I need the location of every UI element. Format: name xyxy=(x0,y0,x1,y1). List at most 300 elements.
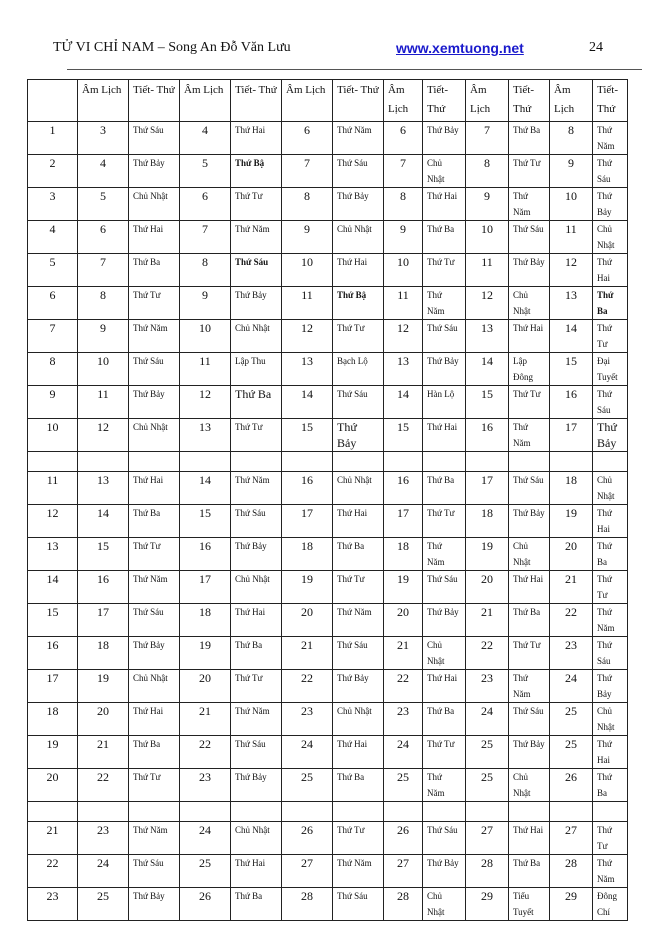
lunar-date-cell: 23 xyxy=(466,670,509,703)
lunar-date-cell: 22 xyxy=(180,736,231,769)
lunar-date-cell: 25 xyxy=(466,736,509,769)
weekday-term-cell: Thứ Sáu xyxy=(333,888,384,921)
lunar-date-cell: 14 xyxy=(384,386,423,419)
lunar-date-cell: 18 xyxy=(78,637,129,670)
lunar-date-cell: 9 xyxy=(282,221,333,254)
lunar-date-cell: 18 xyxy=(550,472,593,505)
lunar-date-cell: 11 xyxy=(78,386,129,419)
day-number-cell: 22 xyxy=(28,855,78,888)
weekday-term-cell: Chủ Nhật xyxy=(593,472,628,505)
weekday-term-cell: Thứ Năm xyxy=(509,188,550,221)
lunar-date-cell: 11 xyxy=(384,287,423,320)
lunar-date-cell: 24 xyxy=(282,736,333,769)
column-header: Âm Lịch xyxy=(384,80,423,122)
lunar-date-cell: 18 xyxy=(282,538,333,571)
weekday-term-cell: Thứ Bảy xyxy=(423,855,466,888)
weekday-term-cell: Thứ Bảy xyxy=(509,505,550,538)
weekday-term-cell: Thứ Tư xyxy=(231,670,282,703)
weekday-term-cell: Thứ Tư xyxy=(593,571,628,604)
weekday-term-cell: Thứ Ba xyxy=(129,736,180,769)
weekday-term-cell: Thứ Năm xyxy=(333,855,384,888)
lunar-date-cell: 21 xyxy=(282,637,333,670)
table-row xyxy=(28,320,628,353)
weekday-term-cell: Thứ Bảy xyxy=(231,538,282,571)
lunar-date-cell: 9 xyxy=(384,221,423,254)
lunar-date-cell: 11 xyxy=(282,287,333,320)
lunar-date-cell: 8 xyxy=(384,188,423,221)
weekday-term-cell: Thứ Sáu xyxy=(129,604,180,637)
weekday-term-cell: Thứ Bảy xyxy=(593,188,628,221)
lunar-date-cell: 27 xyxy=(466,822,509,855)
lunar-date-cell: 12 xyxy=(384,320,423,353)
lunar-date-cell: 19 xyxy=(78,670,129,703)
lunar-date-cell: 15 xyxy=(466,386,509,419)
lunar-date-cell: 27 xyxy=(550,822,593,855)
weekday-term-cell: Thứ Ba xyxy=(231,637,282,670)
table-row xyxy=(28,855,628,888)
weekday-term-cell xyxy=(333,452,384,472)
lunar-date-cell: 26 xyxy=(384,822,423,855)
weekday-term-cell xyxy=(231,802,282,822)
lunar-date-cell: 25 xyxy=(180,855,231,888)
lunar-date-cell xyxy=(466,802,509,822)
lunar-date-cell: 13 xyxy=(180,419,231,452)
column-header: Âm Lịch xyxy=(550,80,593,122)
weekday-term-cell: Thứ Bảy xyxy=(593,419,628,452)
weekday-term-cell: Thứ Ba xyxy=(423,703,466,736)
weekday-term-cell: Thứ Hai xyxy=(423,670,466,703)
lunar-date-cell: 16 xyxy=(466,419,509,452)
weekday-term-cell: Thứ Năm xyxy=(593,855,628,888)
weekday-term-cell: Thứ Tư xyxy=(129,287,180,320)
day-number-cell: 14 xyxy=(28,571,78,604)
lunar-date-cell: 9 xyxy=(180,287,231,320)
weekday-term-cell xyxy=(333,802,384,822)
lunar-date-cell: 28 xyxy=(384,888,423,921)
weekday-term-cell: Thứ Hai xyxy=(129,472,180,505)
lunar-date-cell: 16 xyxy=(282,472,333,505)
lunar-date-cell: 23 xyxy=(180,769,231,802)
day-number-cell: 8 xyxy=(28,353,78,386)
lunar-date-cell: 9 xyxy=(466,188,509,221)
weekday-term-cell xyxy=(509,452,550,472)
lunar-date-cell xyxy=(78,802,129,822)
weekday-term-cell: Thứ Sáu xyxy=(333,155,384,188)
weekday-term-cell: Thứ Năm xyxy=(231,221,282,254)
lunar-date-cell: 21 xyxy=(466,604,509,637)
weekday-term-cell: Chủ Nhật xyxy=(593,703,628,736)
lunar-date-cell xyxy=(550,452,593,472)
lunar-date-cell: 17 xyxy=(78,604,129,637)
weekday-term-cell: Thứ Hai xyxy=(509,822,550,855)
weekday-term-cell xyxy=(129,802,180,822)
lunar-date-cell: 16 xyxy=(550,386,593,419)
weekday-term-cell: Đại Tuyết xyxy=(593,353,628,386)
weekday-term-cell: Thứ Sáu xyxy=(231,736,282,769)
lunar-date-cell: 15 xyxy=(180,505,231,538)
lunar-date-cell: 7 xyxy=(180,221,231,254)
weekday-term-cell: Thứ Sáu xyxy=(333,637,384,670)
lunar-date-cell: 17 xyxy=(550,419,593,452)
weekday-term-cell: Thứ Ba xyxy=(333,769,384,802)
column-header: Tiết- Thứ xyxy=(423,80,466,122)
lunar-date-cell: 25 xyxy=(78,888,129,921)
weekday-term-cell: Thứ Hai xyxy=(593,254,628,287)
table-row xyxy=(28,571,628,604)
lunar-date-cell: 20 xyxy=(550,538,593,571)
lunar-date-cell: 8 xyxy=(180,254,231,287)
lunar-date-cell: 13 xyxy=(384,353,423,386)
weekday-term-cell: Chủ Nhật xyxy=(231,822,282,855)
lunar-date-cell: 28 xyxy=(550,855,593,888)
day-number-cell: 11 xyxy=(28,472,78,505)
weekday-term-cell: Thứ Tư xyxy=(509,637,550,670)
lunar-date-cell: 15 xyxy=(384,419,423,452)
weekday-term-cell: Thứ Tư xyxy=(423,254,466,287)
column-header: Tiết- Thứ xyxy=(129,80,180,122)
lunar-date-cell: 20 xyxy=(282,604,333,637)
lunar-date-cell: 17 xyxy=(180,571,231,604)
weekday-term-cell: Thứ Hai xyxy=(129,703,180,736)
weekday-term-cell: Thứ Hai xyxy=(423,188,466,221)
weekday-term-cell: Tiểu Tuyết xyxy=(509,888,550,921)
lunar-date-cell: 23 xyxy=(550,637,593,670)
weekday-term-cell: Thứ Ba xyxy=(593,287,628,320)
lunar-date-cell: 15 xyxy=(282,419,333,452)
lunar-date-cell: 25 xyxy=(466,769,509,802)
lunar-date-cell: 13 xyxy=(466,320,509,353)
lunar-date-cell: 12 xyxy=(78,419,129,452)
weekday-term-cell: Thứ Tư xyxy=(333,822,384,855)
lunar-date-cell: 27 xyxy=(384,855,423,888)
lunar-date-cell: 6 xyxy=(180,188,231,221)
lunar-date-cell: 23 xyxy=(282,703,333,736)
weekday-term-cell: Thứ Bảy xyxy=(509,254,550,287)
weekday-term-cell xyxy=(593,802,628,822)
lunar-date-cell: 22 xyxy=(550,604,593,637)
day-number-cell: 7 xyxy=(28,320,78,353)
weekday-term-cell: Thứ Bảy xyxy=(333,188,384,221)
weekday-term-cell: Thứ Ba xyxy=(509,604,550,637)
weekday-term-cell: Chủ Nhật xyxy=(333,703,384,736)
weekday-term-cell: Thứ Tư xyxy=(231,188,282,221)
weekday-term-cell: Thứ Tư xyxy=(129,538,180,571)
lunar-date-cell xyxy=(282,452,333,472)
weekday-term-cell: Thứ Tư xyxy=(129,769,180,802)
lunar-date-cell: 22 xyxy=(78,769,129,802)
lunar-date-cell: 18 xyxy=(384,538,423,571)
lunar-date-cell: 24 xyxy=(180,822,231,855)
lunar-calendar-table xyxy=(27,79,628,921)
lunar-date-cell xyxy=(466,452,509,472)
weekday-term-cell: Thứ Tư xyxy=(509,386,550,419)
spacer-row xyxy=(28,452,628,472)
weekday-term-cell: Thứ Sáu xyxy=(231,254,282,287)
lunar-date-cell: 11 xyxy=(180,353,231,386)
lunar-date-cell: 17 xyxy=(282,505,333,538)
lunar-date-cell: 6 xyxy=(282,122,333,155)
weekday-term-cell: Chủ Nhật xyxy=(333,221,384,254)
lunar-date-cell: 8 xyxy=(466,155,509,188)
weekday-term-cell: Thứ Bảy xyxy=(231,287,282,320)
weekday-term-cell: Thứ Sáu xyxy=(593,155,628,188)
day-number-cell: 6 xyxy=(28,287,78,320)
table-row xyxy=(28,419,628,452)
table-row xyxy=(28,188,628,221)
table-row xyxy=(28,637,628,670)
weekday-term-cell: Thứ Sáu xyxy=(509,703,550,736)
weekday-term-cell: Thứ Bảy xyxy=(129,386,180,419)
weekday-term-cell: Thứ Ba xyxy=(593,769,628,802)
column-header: Âm Lịch xyxy=(282,80,333,122)
lunar-date-cell: 12 xyxy=(282,320,333,353)
weekday-term-cell: Chủ Nhật xyxy=(129,419,180,452)
table-row xyxy=(28,254,628,287)
lunar-date-cell xyxy=(384,802,423,822)
column-header: Tiết- Thứ xyxy=(509,80,550,122)
table-row xyxy=(28,888,628,921)
weekday-term-cell xyxy=(231,452,282,472)
page-header xyxy=(53,40,639,62)
weekday-term-cell: Thứ Tư xyxy=(333,571,384,604)
lunar-date-cell: 14 xyxy=(78,505,129,538)
spacer-row xyxy=(28,802,628,822)
lunar-date-cell: 12 xyxy=(550,254,593,287)
table-row xyxy=(28,353,628,386)
weekday-term-cell: Thứ Ba xyxy=(509,855,550,888)
weekday-term-cell: Chủ Nhật xyxy=(231,571,282,604)
weekday-term-cell: Chủ Nhật xyxy=(423,155,466,188)
lunar-date-cell: 15 xyxy=(78,538,129,571)
lunar-date-cell: 16 xyxy=(384,472,423,505)
weekday-term-cell: Thứ Ba xyxy=(423,472,466,505)
lunar-date-cell xyxy=(180,452,231,472)
weekday-term-cell: Thứ Năm xyxy=(423,769,466,802)
weekday-term-cell: Thứ Bảy xyxy=(593,670,628,703)
lunar-date-cell: 20 xyxy=(384,604,423,637)
weekday-term-cell: Thứ Sáu xyxy=(423,822,466,855)
lunar-date-cell: 10 xyxy=(384,254,423,287)
weekday-term-cell: Thứ Hai xyxy=(333,736,384,769)
weekday-term-cell: Thứ Sáu xyxy=(509,472,550,505)
lunar-date-cell: 24 xyxy=(550,670,593,703)
lunar-date-cell: 12 xyxy=(180,386,231,419)
table-row xyxy=(28,538,628,571)
weekday-term-cell: Thứ Sáu xyxy=(129,122,180,155)
lunar-date-cell: 24 xyxy=(78,855,129,888)
lunar-date-cell: 10 xyxy=(550,188,593,221)
lunar-date-cell: 22 xyxy=(384,670,423,703)
day-number-cell: 5 xyxy=(28,254,78,287)
day-number-cell: 4 xyxy=(28,221,78,254)
lunar-date-cell: 24 xyxy=(466,703,509,736)
lunar-date-cell: 10 xyxy=(180,320,231,353)
column-header: Tiết- Thứ xyxy=(593,80,628,122)
weekday-term-cell: Thứ Hai xyxy=(333,254,384,287)
lunar-date-cell: 20 xyxy=(466,571,509,604)
day-number-cell: 17 xyxy=(28,670,78,703)
column-header: Âm Lịch xyxy=(466,80,509,122)
lunar-date-cell: 23 xyxy=(78,822,129,855)
lunar-date-cell: 8 xyxy=(282,188,333,221)
weekday-term-cell: Thứ Hai xyxy=(231,855,282,888)
table-row xyxy=(28,287,628,320)
weekday-term-cell: Thứ Bảy xyxy=(509,736,550,769)
lunar-date-cell: 13 xyxy=(78,472,129,505)
weekday-term-cell: Hàn Lộ xyxy=(423,386,466,419)
weekday-term-cell: Thứ Ba xyxy=(593,538,628,571)
table-row xyxy=(28,604,628,637)
weekday-term-cell: Chủ Nhật xyxy=(509,287,550,320)
lunar-date-cell: 5 xyxy=(180,155,231,188)
lunar-date-cell: 10 xyxy=(282,254,333,287)
lunar-date-cell: 26 xyxy=(550,769,593,802)
lunar-date-cell: 26 xyxy=(282,822,333,855)
weekday-term-cell: Thứ Bảy xyxy=(423,604,466,637)
weekday-term-cell: Thứ Bảy xyxy=(423,122,466,155)
weekday-term-cell: Thứ Sáu xyxy=(129,353,180,386)
lunar-date-cell: 9 xyxy=(78,320,129,353)
day-number-cell: 9 xyxy=(28,386,78,419)
lunar-date-cell: 21 xyxy=(180,703,231,736)
lunar-date-cell: 16 xyxy=(78,571,129,604)
weekday-term-cell: Thứ Năm xyxy=(509,419,550,452)
weekday-term-cell: Thứ Bảy xyxy=(129,888,180,921)
weekday-term-cell: Thứ Hai xyxy=(231,122,282,155)
lunar-date-cell: 4 xyxy=(180,122,231,155)
weekday-term-cell: Thứ Năm xyxy=(129,320,180,353)
lunar-date-cell: 13 xyxy=(282,353,333,386)
weekday-term-cell: Thứ Ba xyxy=(333,538,384,571)
lunar-date-cell: 25 xyxy=(550,736,593,769)
weekday-term-cell: Thứ Ba xyxy=(231,386,282,419)
weekday-term-cell xyxy=(423,452,466,472)
weekday-term-cell: Thứ Tư xyxy=(333,320,384,353)
weekday-term-cell: Thứ Ba xyxy=(129,505,180,538)
lunar-date-cell: 5 xyxy=(78,188,129,221)
lunar-date-cell: 19 xyxy=(282,571,333,604)
weekday-term-cell: Thứ Năm xyxy=(231,472,282,505)
lunar-date-cell: 24 xyxy=(384,736,423,769)
day-number-cell: 10 xyxy=(28,419,78,452)
weekday-term-cell: Thứ Ba xyxy=(509,122,550,155)
weekday-term-cell xyxy=(509,802,550,822)
lunar-date-cell: 18 xyxy=(180,604,231,637)
weekday-term-cell xyxy=(129,452,180,472)
weekday-term-cell: Thứ Bậ xyxy=(231,155,282,188)
day-number-cell: 16 xyxy=(28,637,78,670)
lunar-date-cell: 28 xyxy=(282,888,333,921)
column-header: Tiết- Thứ xyxy=(333,80,384,122)
weekday-term-cell: Thứ Sáu xyxy=(423,320,466,353)
lunar-date-cell: 22 xyxy=(466,637,509,670)
page-number: 24 xyxy=(589,40,603,55)
weekday-term-cell: Thứ Sáu xyxy=(333,386,384,419)
lunar-date-cell: 9 xyxy=(550,155,593,188)
weekday-term-cell: Thứ Năm xyxy=(129,822,180,855)
weekday-term-cell: Thứ Tư xyxy=(509,155,550,188)
lunar-date-cell: 17 xyxy=(466,472,509,505)
weekday-term-cell: Thứ Năm xyxy=(333,604,384,637)
lunar-date-cell: 27 xyxy=(282,855,333,888)
weekday-term-cell: Thứ Tư xyxy=(423,736,466,769)
lunar-date-cell: 21 xyxy=(78,736,129,769)
lunar-date-cell: 29 xyxy=(466,888,509,921)
weekday-term-cell: Thứ Năm xyxy=(423,287,466,320)
weekday-term-cell: Thứ Năm xyxy=(129,571,180,604)
table-row xyxy=(28,122,628,155)
table-header-row xyxy=(28,80,628,122)
weekday-term-cell: Chủ Nhật xyxy=(593,221,628,254)
lunar-date-cell: 7 xyxy=(282,155,333,188)
weekday-term-cell: Đông Chí xyxy=(593,888,628,921)
day-number-cell: 15 xyxy=(28,604,78,637)
header-divider xyxy=(67,69,642,70)
weekday-term-cell: Chủ Nhật xyxy=(509,538,550,571)
lunar-date-cell: 20 xyxy=(78,703,129,736)
lunar-date-cell: 10 xyxy=(78,353,129,386)
lunar-date-cell: 14 xyxy=(550,320,593,353)
weekday-term-cell: Thứ Bảy xyxy=(423,353,466,386)
lunar-date-cell: 25 xyxy=(384,769,423,802)
weekday-term-cell: Thứ Sáu xyxy=(593,386,628,419)
weekday-term-cell: Thứ Tư xyxy=(593,822,628,855)
table-row xyxy=(28,769,628,802)
lunar-date-cell: 23 xyxy=(384,703,423,736)
weekday-term-cell: Thứ Sáu xyxy=(231,505,282,538)
weekday-term-cell: Chủ Nhật xyxy=(509,769,550,802)
website-link[interactable]: www.xemtuong.net xyxy=(396,40,524,56)
weekday-term-cell: Thứ Tư xyxy=(423,505,466,538)
day-number-cell: 19 xyxy=(28,736,78,769)
weekday-term-cell: Thứ Tư xyxy=(231,419,282,452)
weekday-term-cell: Thứ Tư xyxy=(593,320,628,353)
weekday-term-cell: Thứ Ba xyxy=(129,254,180,287)
day-number-cell: 12 xyxy=(28,505,78,538)
weekday-term-cell: Thứ Bảy xyxy=(333,419,384,452)
weekday-term-cell: Thứ Bảy xyxy=(231,769,282,802)
weekday-term-cell: Thứ Sáu xyxy=(509,221,550,254)
table-row xyxy=(28,221,628,254)
weekday-term-cell: Thứ Hai xyxy=(423,419,466,452)
weekday-term-cell: Thứ Bảy xyxy=(129,155,180,188)
lunar-date-cell: 14 xyxy=(180,472,231,505)
lunar-date-cell: 6 xyxy=(78,221,129,254)
column-header: Âm Lịch xyxy=(180,80,231,122)
weekday-term-cell: Thứ Bảy xyxy=(333,670,384,703)
weekday-term-cell: Thứ Hai xyxy=(129,221,180,254)
lunar-date-cell: 21 xyxy=(550,571,593,604)
day-number-cell: 18 xyxy=(28,703,78,736)
weekday-term-cell: Chủ Nhật xyxy=(333,472,384,505)
lunar-date-cell: 10 xyxy=(466,221,509,254)
lunar-date-cell: 17 xyxy=(384,505,423,538)
weekday-term-cell: Lập Đông xyxy=(509,353,550,386)
table-row xyxy=(28,736,628,769)
weekday-term-cell: Thứ Năm xyxy=(509,670,550,703)
weekday-term-cell: Thứ Hai xyxy=(593,505,628,538)
day-number-cell xyxy=(28,452,78,472)
lunar-date-cell: 4 xyxy=(78,155,129,188)
weekday-term-cell: Thứ Năm xyxy=(593,604,628,637)
column-header xyxy=(28,80,78,122)
weekday-term-cell: Bạch Lộ xyxy=(333,353,384,386)
day-number-cell: 3 xyxy=(28,188,78,221)
weekday-term-cell: Thứ Năm xyxy=(333,122,384,155)
weekday-term-cell: Thứ Hai xyxy=(333,505,384,538)
lunar-date-cell: 19 xyxy=(180,637,231,670)
lunar-date-cell: 14 xyxy=(466,353,509,386)
